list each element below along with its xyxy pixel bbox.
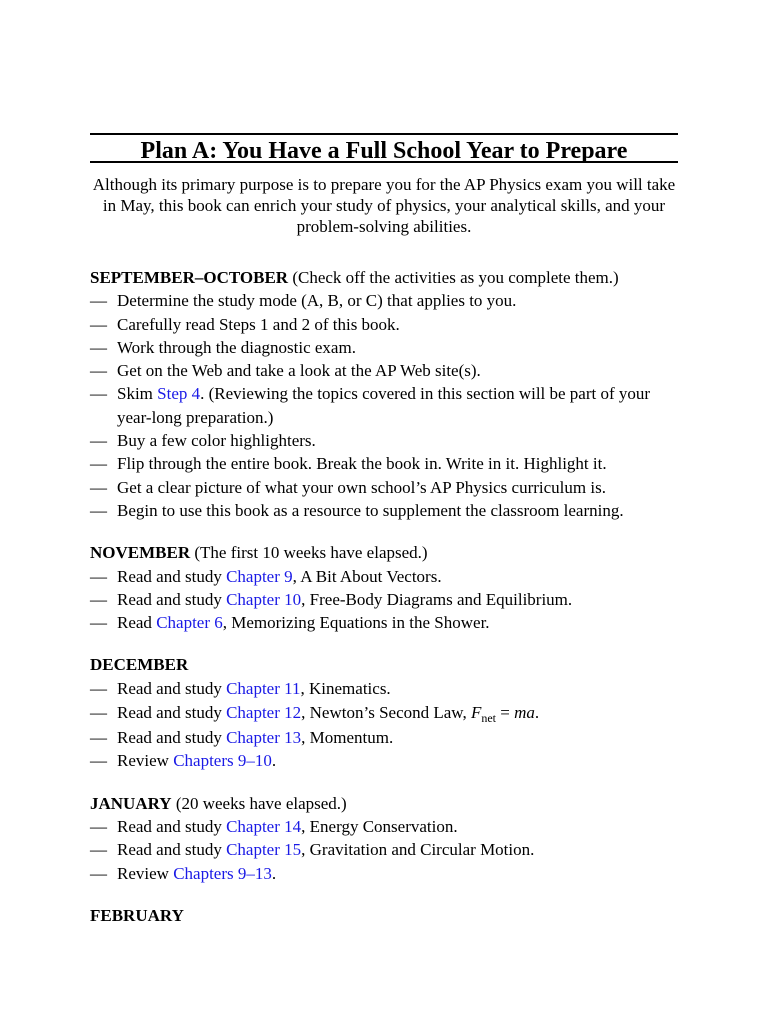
item-text-post: . (Reviewing the topics covered in this section will be part of your year-long preparation.) (117, 384, 651, 427)
item-text-pre: Read and study (117, 566, 227, 586)
list-item (90, 677, 678, 700)
item-text-pre: Read and study (117, 728, 227, 748)
list-item (90, 838, 678, 861)
chapters-9-13-link[interactable]: Chapters 9–13 (173, 863, 272, 883)
item-text-post: , Newton’s Second Law, (301, 703, 471, 723)
dash-bullet: — (90, 477, 107, 497)
item-text: Determine the study mode (A, B, or C) that applies to you. (117, 291, 517, 311)
section-heading (90, 904, 678, 927)
dash-bullet: — (90, 816, 107, 836)
item-text: Work through the diagnostic exam. (117, 337, 356, 357)
item-text-pre: Read and study (117, 840, 227, 860)
checklist (90, 815, 678, 885)
list-item (90, 382, 678, 429)
list-item (90, 359, 678, 382)
list-item (90, 611, 678, 634)
item-text-post: . (271, 751, 277, 771)
chapter-6-link[interactable]: Chapter 6 (156, 613, 223, 633)
chapter-13-link[interactable]: Chapter 13 (226, 728, 302, 748)
dash-bullet: — (90, 361, 107, 381)
chapter-12-link[interactable]: Chapter 12 (226, 703, 302, 723)
item-text-post: , A Bit About Vectors. (292, 566, 442, 586)
step-4-link[interactable]: Step 4 (157, 384, 201, 404)
list-item (90, 749, 678, 772)
list-item (90, 336, 678, 359)
item-text-pre: Skim (117, 384, 158, 404)
section-september-october (90, 266, 678, 522)
item-text-pre: Read and study (117, 678, 227, 698)
list-item (90, 565, 678, 588)
item-text-pre: Review (117, 751, 174, 771)
heading-label: FEBRUARY (90, 905, 184, 925)
item-text-pre: Read (117, 613, 157, 633)
list-item (90, 289, 678, 312)
force-subscript: net (481, 711, 497, 726)
section-heading (90, 541, 678, 564)
list-item (90, 476, 678, 499)
item-text-post: , Kinematics. (300, 678, 391, 698)
dash-bullet: — (90, 500, 107, 520)
chapter-10-link[interactable]: Chapter 10 (226, 589, 302, 609)
item-text: Buy a few color highlighters. (117, 431, 316, 451)
section-november (90, 541, 678, 634)
item-text-post: , Gravitation and Circular Motion. (301, 840, 535, 860)
list-item (90, 588, 678, 611)
item-text-pre: Read and study (117, 589, 227, 609)
dash-bullet: — (90, 840, 107, 860)
dash-bullet: — (90, 337, 107, 357)
dash-bullet: — (90, 454, 107, 474)
list-item (90, 429, 678, 452)
dash-bullet: — (90, 314, 107, 334)
list-item (90, 313, 678, 336)
dash-bullet: — (90, 703, 107, 723)
dash-bullet: — (90, 678, 107, 698)
chapter-9-link[interactable]: Chapter 9 (226, 566, 293, 586)
heading-label: NOVEMBER (90, 543, 191, 563)
item-text: Carefully read Steps 1 and 2 of this book. (117, 314, 400, 334)
item-text: Get a clear picture of what your own school’s AP Physics curriculum is. (117, 477, 606, 497)
heading-note: (Check off the activities as you complete them.) (288, 268, 619, 287)
heading-note: (20 weeks have elapsed.) (171, 793, 347, 813)
chapters-9-10-link[interactable]: Chapters 9–10 (173, 751, 272, 771)
section-february (90, 904, 678, 927)
checklist (90, 289, 678, 522)
document-page (90, 133, 678, 927)
section-december (90, 653, 678, 772)
item-text-pre: Read and study (117, 816, 227, 836)
item-text-post: . (271, 863, 277, 883)
heading-note: (The first 10 weeks have elapsed.) (190, 543, 428, 563)
ma-symbol: ma (514, 703, 535, 723)
dash-bullet: — (90, 291, 107, 311)
item-text: Flip through the entire book. Break the book in. Write in it. Highlight it. (117, 454, 607, 474)
item-text: Get on the Web and take a look at the AP Web site(s). (117, 361, 481, 381)
item-text-post: , Free-Body Diagrams and Equilibrium. (301, 589, 573, 609)
period: . (534, 703, 540, 723)
heading-label: JANUARY (90, 793, 172, 813)
dash-bullet: — (90, 728, 107, 748)
title-rule-box (90, 133, 678, 163)
dash-bullet: — (90, 384, 107, 404)
section-heading (90, 266, 678, 289)
list-item (90, 499, 678, 522)
item-text: Begin to use this book as a resource to supplement the classroom learning. (117, 500, 624, 520)
item-text-post: , Momentum. (301, 728, 394, 748)
chapter-11-link[interactable]: Chapter 11 (226, 678, 301, 698)
section-heading (90, 653, 678, 676)
chapter-14-link[interactable]: Chapter 14 (226, 816, 302, 836)
section-january (90, 792, 678, 885)
list-item (90, 700, 678, 726)
list-item (90, 726, 678, 749)
force-symbol: F (470, 703, 482, 723)
list-item (90, 452, 678, 475)
list-item (90, 862, 678, 885)
checklist (90, 565, 678, 635)
section-heading (90, 792, 678, 815)
item-text-post: , Energy Conservation. (301, 816, 458, 836)
equals-sign: = (496, 703, 515, 723)
item-text-pre: Review (117, 863, 174, 883)
chapter-15-link[interactable]: Chapter 15 (226, 840, 302, 860)
heading-label: DECEMBER (90, 655, 189, 675)
dash-bullet: — (90, 589, 107, 609)
item-text-post: , Memorizing Equations in the Shower. (222, 613, 490, 633)
dash-bullet: — (90, 863, 107, 883)
page-title: Plan A: You Have a Full School Year to Prepare (140, 138, 628, 164)
dash-bullet: — (90, 566, 107, 586)
heading-label: SEPTEMBER–OCTOBER (90, 268, 289, 287)
intro-paragraph: Although its primary purpose is to prepare you for the AP Physics exam you will take in May, this book can enrich your study of physics, your analytical skills, and your problem-solving abilities. (92, 175, 676, 236)
dash-bullet: — (90, 613, 107, 633)
item-text-pre: Read and study (117, 703, 227, 723)
list-item (90, 815, 678, 838)
checklist (90, 677, 678, 773)
dash-bullet: — (90, 751, 107, 771)
dash-bullet: — (90, 431, 107, 451)
